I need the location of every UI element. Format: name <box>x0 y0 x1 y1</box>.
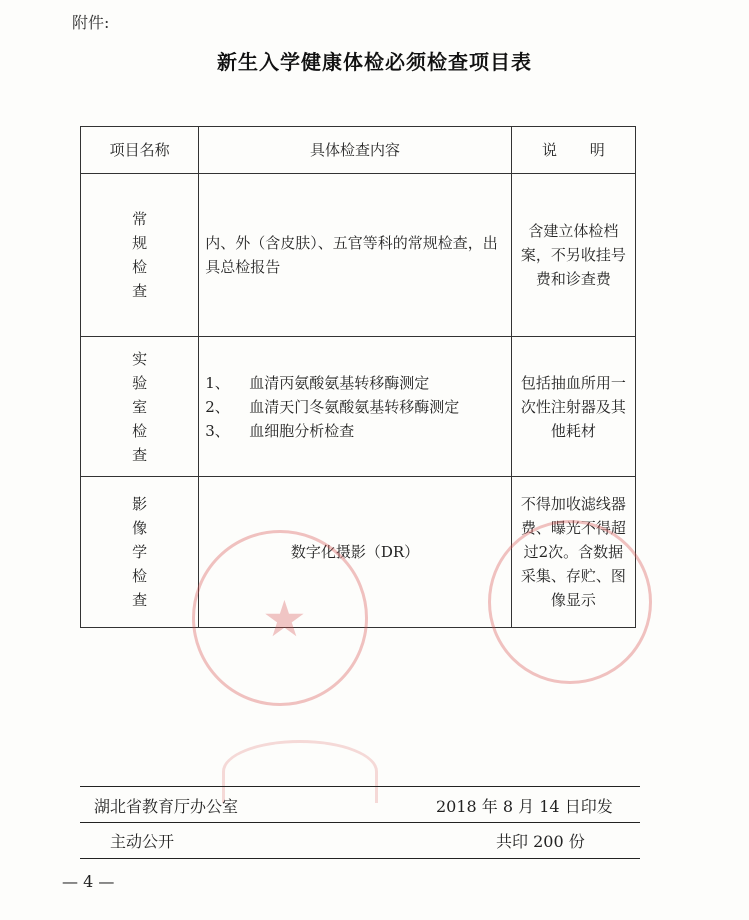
page-title: 新生入学健康体检必须检查项目表 <box>217 50 532 74</box>
attachment-label: 附件: <box>72 13 110 32</box>
row-name-char: 室 <box>132 397 148 416</box>
row-note: 含建立体检档案，不另收挂号费和诊查费 <box>511 174 635 337</box>
header-item-name: 项目名称 <box>81 127 199 174</box>
row-name-char: 像 <box>132 519 148 537</box>
row-name-char: 实 <box>132 349 148 368</box>
divider <box>80 858 640 859</box>
header-content: 具体检查内容 <box>199 127 512 174</box>
row-name-char: 规 <box>132 234 148 252</box>
row-name-char: 常 <box>132 210 148 228</box>
row-name-char: 检 <box>132 567 148 585</box>
lab-test-list <box>205 371 505 443</box>
seal-star-icon: ★ <box>262 590 307 648</box>
list-item-number: 2、 <box>205 397 230 416</box>
list-item-text: 血清丙氨酸氨基转移酶测定 <box>249 373 430 392</box>
issue-date: 2018 年 8 月 14 日印发 <box>436 797 613 816</box>
row-name <box>81 174 199 337</box>
row-note: 包括抽血所用一次性注射器及其他耗材 <box>511 337 635 477</box>
list-item-text: 血细胞分析检查 <box>249 421 355 440</box>
row-name-char: 检 <box>132 421 148 440</box>
list-item <box>205 419 505 443</box>
official-seal-partial <box>222 740 378 803</box>
row-name-char: 查 <box>132 282 148 300</box>
list-item-text: 血清天门冬氨酸氨基转移酶测定 <box>249 397 460 416</box>
header-note: 说 明 <box>511 127 635 174</box>
row-content <box>199 337 512 477</box>
row-content: 数字化摄影（DR） <box>199 477 512 628</box>
list-item-number: 3、 <box>205 421 230 440</box>
table-row <box>81 337 636 477</box>
row-note: 不得加收滤线器费、曝光不得超过2次。含数据采集、存贮、图像显示 <box>511 477 635 628</box>
list-item <box>205 371 505 395</box>
copies-printed: 共印 200 份 <box>496 832 585 851</box>
table-header-row <box>81 127 636 174</box>
page-number: — 4 — <box>62 872 115 891</box>
issuer: 湖北省教育厅办公室 <box>94 797 239 816</box>
list-item <box>205 395 505 419</box>
divider <box>80 786 640 787</box>
row-name-char: 影 <box>132 495 148 513</box>
row-name <box>81 337 199 477</box>
row-content: 内、外（含皮肤）、五官等科的常规检查，出具总检报告 <box>199 174 512 337</box>
row-name-char: 查 <box>132 445 148 464</box>
row-name-char: 查 <box>132 591 148 609</box>
table-row <box>81 174 636 337</box>
row-name-char: 学 <box>132 543 148 561</box>
row-name-char: 检 <box>132 258 148 276</box>
divider <box>80 822 640 823</box>
list-item-number: 1、 <box>205 373 230 392</box>
row-name <box>81 477 199 628</box>
row-name-char: 验 <box>132 373 148 392</box>
publicity-status: 主动公开 <box>110 832 175 851</box>
official-seal-faint <box>488 520 652 684</box>
